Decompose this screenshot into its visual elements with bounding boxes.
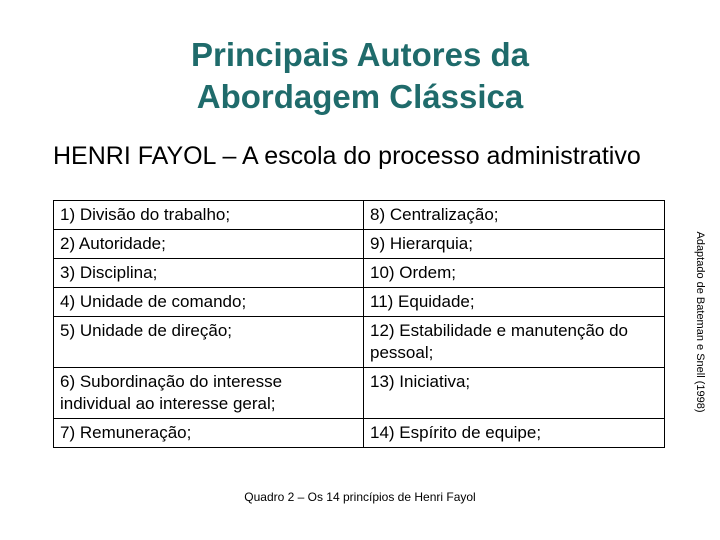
table-caption: Quadro 2 – Os 14 princípios de Henri Fayol xyxy=(244,490,476,504)
slide-subtitle: HENRI FAYOL – A escola do processo administrativo xyxy=(53,142,641,170)
table-cell-right: 12) Estabilidade e manutenção do pessoal; xyxy=(364,317,665,368)
table-row xyxy=(54,259,665,288)
table-cell-right: 8) Centralização; xyxy=(364,201,665,230)
table-cell-left: 6) Subordinação do interesse individual ao interesse geral; xyxy=(54,368,364,419)
source-credit-text: Adaptado de Bateman e Snell (1998) xyxy=(694,231,706,413)
table-cell-left: 5) Unidade de direção; xyxy=(54,317,364,368)
table-cell-left: 1) Divisão do trabalho; xyxy=(54,201,364,230)
table-row xyxy=(54,201,665,230)
table-cell-right: 11) Equidade; xyxy=(364,288,665,317)
table-row xyxy=(54,230,665,259)
slide-title xyxy=(0,34,720,118)
source-credit xyxy=(693,222,707,422)
table-row xyxy=(54,419,665,448)
principles-table xyxy=(53,200,665,448)
slide-title-line-2: Abordagem Clássica xyxy=(196,78,524,115)
table-cell-right: 13) Iniciativa; xyxy=(364,368,665,419)
table-cell-left: 2) Autoridade; xyxy=(54,230,364,259)
table-cell-left: 7) Remuneração; xyxy=(54,419,364,448)
table-row xyxy=(54,368,665,419)
table-row xyxy=(54,288,665,317)
table-cell-right: 9) Hierarquia; xyxy=(364,230,665,259)
slide-title-line-1: Principais Autores da xyxy=(190,36,530,73)
table-cell-right: 14) Espírito de equipe; xyxy=(364,419,665,448)
table-cell-right: 10) Ordem; xyxy=(364,259,665,288)
table-cell-left: 3) Disciplina; xyxy=(54,259,364,288)
table-row xyxy=(54,317,665,368)
table-cell-left: 4) Unidade de comando; xyxy=(54,288,364,317)
